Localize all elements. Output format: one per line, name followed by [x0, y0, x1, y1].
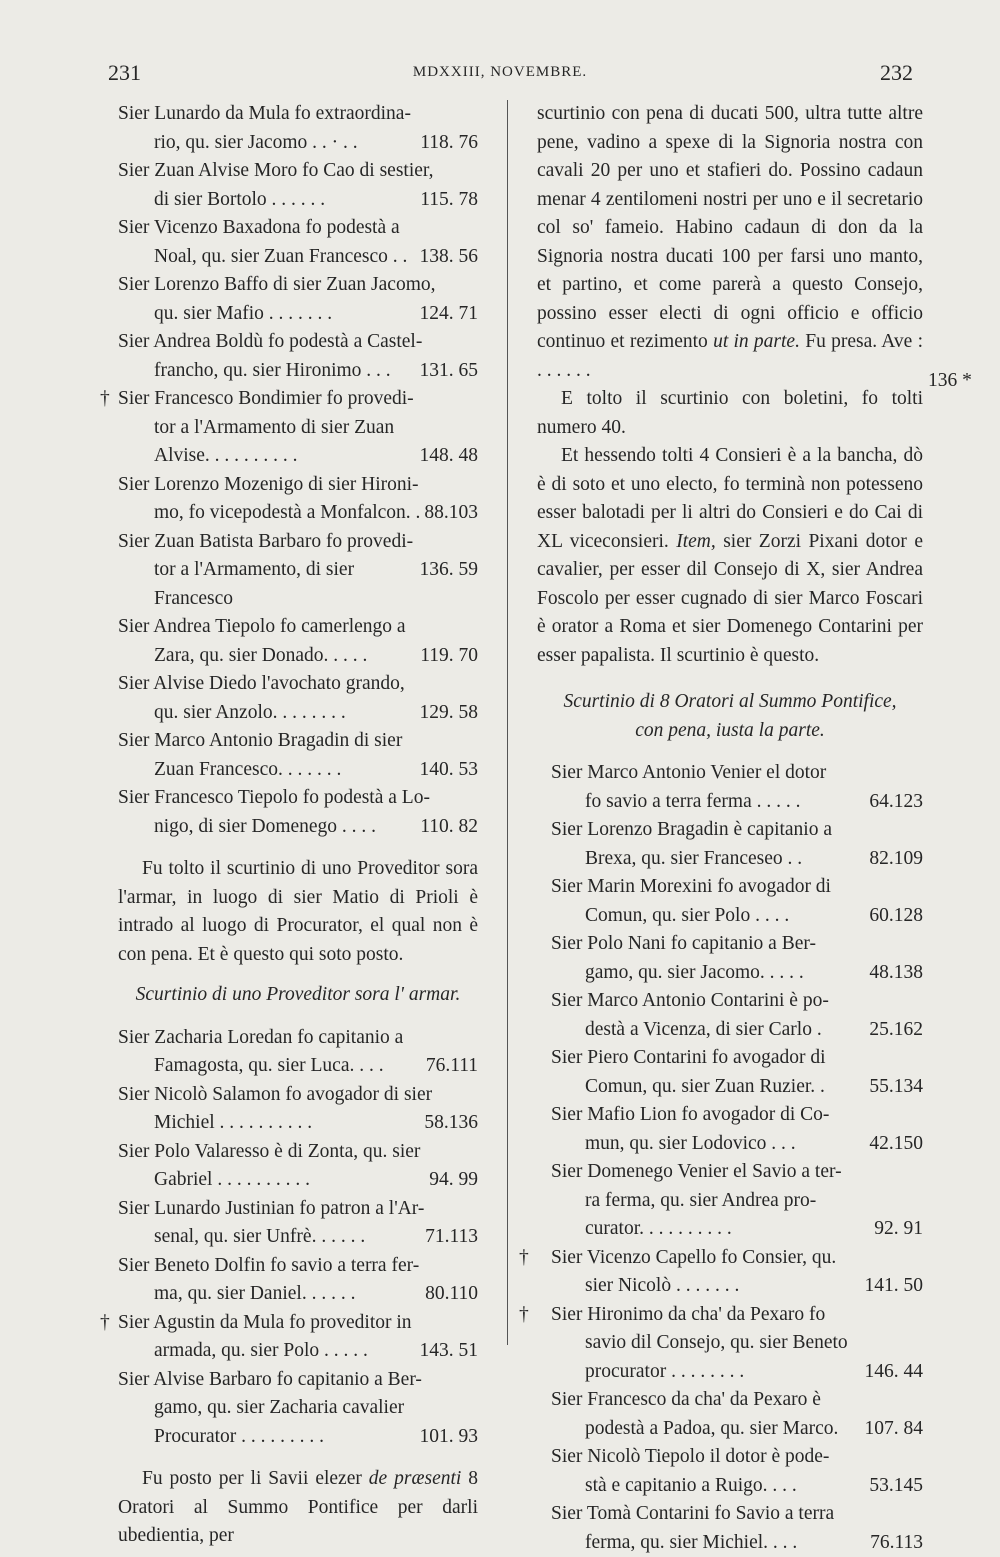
entry-line: [537, 1073, 923, 1102]
entry-text: Alvise. . . . . . . . . .: [154, 445, 298, 466]
entry-line: [118, 243, 478, 272]
entry-line: [537, 1472, 923, 1501]
vote-count: 94. 99: [429, 1166, 478, 1195]
entry-line: Sier Lorenzo Bragadin è capitanio a: [537, 816, 923, 845]
ballot-entry: [537, 873, 923, 930]
entry-line: [118, 300, 478, 329]
ballot-entry: [118, 157, 478, 214]
entry-line: Sier Francesco Bondimier fo provedi-: [118, 385, 478, 414]
entry-line: Sier Marco Antonio Contarini è po-: [537, 987, 923, 1016]
ballot-entry: [118, 727, 478, 784]
dagger-mark: †: [519, 1244, 529, 1273]
entry-line: [118, 756, 478, 785]
page-number-left: 231: [108, 60, 141, 86]
ballot-entry: [537, 930, 923, 987]
entry-line: Sier Tomà Contarini fo Savio a terra: [537, 1500, 923, 1529]
entry-text: Comun, qu. sier Polo . . . .: [585, 905, 789, 926]
vote-count: 143. 51: [420, 1337, 479, 1366]
ballot-entry: [118, 613, 478, 670]
entry-line: Sier Vicenzo Capello fo Consier, qu.: [537, 1244, 923, 1273]
entry-line: [118, 499, 478, 528]
entry-line: [537, 788, 923, 817]
entry-line: [537, 845, 923, 874]
entry-line: [118, 1280, 478, 1309]
entry-line: [118, 442, 478, 471]
vote-count: 60.128: [869, 902, 923, 931]
entry-text: ra ferma, qu. sier Andrea pro-: [585, 1190, 816, 1211]
ballot-list-2: [118, 1024, 478, 1452]
ballot-entry: [537, 1443, 923, 1500]
entry-line: Sier Beneto Dolfin fo savio a terra fer-: [118, 1252, 478, 1281]
entry-line: [118, 357, 478, 386]
vote-count: 138. 56: [420, 243, 479, 272]
ballot-entry: [118, 214, 478, 271]
vote-count: 76.111: [426, 1052, 478, 1081]
ballot-entry: [118, 784, 478, 841]
ballot-list-1: [118, 100, 478, 841]
entry-text: armada, qu. sier Polo . . . . .: [154, 1340, 368, 1361]
entry-text: qu. sier Mafio . . . . . . .: [154, 303, 332, 324]
entry-line: Sier Zuan Batista Barbaro fo provedi-: [118, 528, 478, 557]
entry-text: stà e capitanio a Ruigo. . . .: [585, 1475, 797, 1496]
entry-text: Comun, qu. sier Zuan Ruzier. .: [585, 1076, 825, 1097]
paragraph: Fu tolto il scurtinio di uno Proveditor sora l'armar, in luogo di sier Matio di Prioli è intrado al luogo di Procurator, el qual non è con pena. Et è questo qui soto posto.: [118, 855, 478, 969]
entry-line: [118, 129, 478, 158]
entry-text: senal, qu. sier Unfrè. . . . . .: [154, 1226, 365, 1247]
vote-count: 124. 71: [420, 300, 479, 329]
paragraph: Et hessendo tolti 4 Consieri è a la bancha, dò è di soto et uno electo, fo terminà non potesseno esser balotadi per li altri do Consieri e do Cai di XL viceconsieri. Item, sier Zorzi Pixani dotor e cavalier, per esser dil Consejo di X, sier Andrea Foscolo per esser cugnado di sier Marco Foscari è orator a Roma et sier Domenego Contarini per esser papalista. Il scurtinio è questo.: [537, 442, 923, 670]
entry-text: Gabriel . . . . . . . . . .: [154, 1169, 310, 1190]
entry-line: [118, 1109, 478, 1138]
entry-line: [537, 959, 923, 988]
ballot-entry: [118, 328, 478, 385]
entry-text: Zuan Francesco. . . . . . .: [154, 759, 341, 780]
entry-line: Sier Domenego Venier el Savio a ter-: [537, 1158, 923, 1187]
ballot-entry: [118, 1195, 478, 1252]
vote-count: 71.113: [425, 1223, 478, 1252]
entry-text: podestà a Padoa, qu. sier Marco.: [585, 1418, 838, 1439]
entry-line: Sier Marco Antonio Venier el dotor: [537, 759, 923, 788]
entry-text: rio, qu. sier Jacomo . . · . .: [154, 132, 358, 153]
vote-count: 110. 82: [420, 813, 478, 842]
section-heading: Scurtinio di 8 Oratori al Summo Pontifice, con pena, iusta la parte.: [537, 688, 923, 745]
entry-line: Sier Lorenzo Mozenigo di sier Hironi-: [118, 471, 478, 500]
ballot-entry: [537, 1500, 923, 1557]
entry-line: [118, 1337, 478, 1366]
entry-line: Sier Nicolò Tiepolo il dotor è pode-: [537, 1443, 923, 1472]
entry-line: [118, 1166, 478, 1195]
dagger-mark: †: [519, 1301, 529, 1330]
entry-line: Sier Mafio Lion fo avogador di Co-: [537, 1101, 923, 1130]
entry-line: [537, 1187, 923, 1216]
entry-text: Michiel . . . . . . . . . .: [154, 1112, 312, 1133]
entry-text: tor a l'Armamento di sier Zuan: [154, 417, 394, 438]
entry-line: [118, 1394, 478, 1423]
entry-line: [537, 1130, 923, 1159]
ballot-list-3: [537, 759, 923, 1557]
ballot-entry: [537, 1301, 923, 1358]
paragraph: scurtinio con pena di ducati 500, ultra tutte altre pene, vadino a spexe di la Signoria nostra con cavali 20 per uno et stafieri do. Possino cadaun menar 4 zentilomeni nostri per uno e il secretario col so' fameio. Habino cadaun di don da la Signoria nostra ducati 100 per farsi uno manto, et partino, et come parerà a questo Consejo, possino esser electi di ogni officio e officio continuo et rezimento ut in parte. Fu presa. Ave : . . . . . .: [537, 100, 923, 385]
entry-text: procurator . . . . . . . .: [585, 1361, 744, 1382]
margin-note: 136 *: [928, 370, 972, 392]
entry-line: Sier Marin Morexini fo avogador di: [537, 873, 923, 902]
entry-line: [118, 1223, 478, 1252]
paragraph: Fu posto per li Savii elezer de præsenti 8 Oratori al Summo Pontifice per darli ubedientia, per: [118, 1465, 478, 1551]
entry-line: Sier Andrea Boldù fo podestà a Castel-: [118, 328, 478, 357]
entry-text: fo savio a terra ferma . . . . .: [585, 791, 801, 812]
entry-line: [118, 1052, 478, 1081]
ballot-entry: [537, 1386, 923, 1443]
page-number-right: 232: [880, 60, 913, 86]
entry-line: Sier Alvise Barbaro fo capitanio a Ber-: [118, 1366, 478, 1395]
entry-line: Sier Francesco da cha' da Pexaro è: [537, 1386, 923, 1415]
left-column: [118, 100, 478, 1551]
section-heading: Scurtinio di uno Proveditor sora l' armar.: [118, 981, 478, 1010]
ballot-entry: [118, 528, 478, 614]
vote-count: 129. 58: [420, 699, 479, 728]
ballot-entry: [537, 1044, 923, 1101]
entry-line: Sier Lunardo Justinian fo patron a l'Ar-: [118, 1195, 478, 1224]
vote-count: 25.162: [869, 1016, 923, 1045]
ballot-entry: [537, 1158, 923, 1215]
entry-line: [118, 699, 478, 728]
vote-count: 82.109: [869, 845, 923, 874]
vote-count: 136. 59: [420, 556, 479, 585]
ballot-entry: [537, 987, 923, 1044]
entry-line: [537, 1272, 923, 1301]
entry-line: Sier Marco Antonio Bragadin di sier: [118, 727, 478, 756]
entry-text: mo, fo vicepodestà a Monfalcon. .: [154, 502, 420, 523]
entry-line: Sier Andrea Tiepolo fo camerlengo a: [118, 613, 478, 642]
entry-line: [118, 556, 478, 613]
column-divider: [507, 100, 508, 1345]
entry-line: Sier Zuan Alvise Moro fo Cao di sestier,: [118, 157, 478, 186]
entry-text: curator. . . . . . . . . .: [585, 1218, 732, 1239]
entry-line: Sier Alvise Diedo l'avochato grando,: [118, 670, 478, 699]
entry-line: Sier Lunardo da Mula fo extraordina-: [118, 100, 478, 129]
entry-line: Sier Piero Contarini fo avogador di: [537, 1044, 923, 1073]
entry-line: [537, 1016, 923, 1045]
entry-line: Sier Vicenzo Baxadona fo podestà a: [118, 214, 478, 243]
entry-line: [118, 813, 478, 842]
entry-text: Brexa, qu. sier Franceseo . .: [585, 848, 802, 869]
entry-text: gamo, qu. sier Zacharia cavalier: [154, 1397, 404, 1418]
entry-line: [537, 1358, 923, 1387]
entry-line: Sier Polo Nani fo capitanio a Ber-: [537, 930, 923, 959]
vote-count: 148. 48: [420, 442, 479, 471]
vote-count: 58.136: [424, 1109, 478, 1138]
entry-text: destà a Vicenza, di sier Carlo .: [585, 1019, 822, 1040]
entry-text: sier Nicolò . . . . . . .: [585, 1275, 739, 1296]
entry-line: Sier Lorenzo Baffo di sier Zuan Jacomo,: [118, 271, 478, 300]
vote-count: 55.134: [869, 1073, 923, 1102]
entry-line: [537, 1529, 923, 1557]
right-column: [537, 100, 923, 1557]
ballot-entry: [537, 1358, 923, 1387]
entry-line: [537, 1415, 923, 1444]
entry-line: [118, 414, 478, 443]
vote-count: 92. 91: [874, 1215, 923, 1244]
ballot-entry: [118, 1252, 478, 1309]
entry-line: Sier Nicolò Salamon fo avogador di sier: [118, 1081, 478, 1110]
entry-text: francho, qu. sier Hironimo . . .: [154, 360, 391, 381]
vote-count: 64.123: [869, 788, 923, 817]
entry-text: savio dil Consejo, qu. sier Beneto: [585, 1332, 848, 1353]
vote-count: 48.138: [869, 959, 923, 988]
ballot-entry: [118, 385, 478, 442]
vote-count: 115. 78: [420, 186, 478, 215]
entry-line: Sier Hironimo da cha' da Pexaro fo: [537, 1301, 923, 1330]
ballot-entry: [118, 271, 478, 328]
vote-count: 119. 70: [420, 642, 478, 671]
ballot-entry: [118, 1081, 478, 1138]
entry-text: gamo, qu. sier Jacomo. . . . .: [585, 962, 804, 983]
ballot-entry: [118, 1366, 478, 1423]
ballot-entry: [537, 759, 923, 816]
entry-line: Sier Agustin da Mula fo proveditor in: [118, 1309, 478, 1338]
entry-text: Famagosta, qu. sier Luca. . . .: [154, 1055, 384, 1076]
ballot-entry: [118, 670, 478, 727]
dagger-mark: †: [100, 385, 110, 414]
entry-line: [118, 642, 478, 671]
vote-count: 80.110: [425, 1280, 478, 1309]
vote-count: 140. 53: [420, 756, 479, 785]
ballot-entry: [118, 1423, 478, 1452]
vote-count: 107. 84: [865, 1415, 924, 1444]
entry-line: [537, 902, 923, 931]
vote-count: 146. 44: [865, 1358, 924, 1387]
vote-count: 131. 65: [420, 357, 479, 386]
entry-text: Noal, qu. sier Zuan Francesco . .: [154, 246, 407, 267]
ballot-entry: [537, 816, 923, 873]
running-header: MDXXIII, NOVEMBRE.: [0, 64, 1000, 81]
vote-count: 88.103: [424, 499, 478, 528]
vote-count: 53.145: [869, 1472, 923, 1501]
entry-line: [118, 186, 478, 215]
entry-line: [118, 1423, 478, 1452]
entry-text: qu. sier Anzolo. . . . . . . .: [154, 702, 346, 723]
ballot-entry: [118, 1024, 478, 1081]
entry-text: ma, qu. sier Daniel. . . . . .: [154, 1283, 355, 1304]
entry-text: di sier Bortolo . . . . . .: [154, 189, 325, 210]
vote-count: 118. 76: [420, 129, 478, 158]
vote-count: 42.150: [869, 1130, 923, 1159]
ballot-entry: [537, 1215, 923, 1244]
ballot-entry: [118, 442, 478, 471]
vote-count: 76.113: [870, 1529, 923, 1557]
entry-line: [537, 1329, 923, 1358]
entry-line: Sier Zacharia Loredan fo capitanio a: [118, 1024, 478, 1053]
ballot-entry: [118, 100, 478, 157]
entry-text: Zara, qu. sier Donado. . . . .: [154, 645, 367, 666]
ballot-entry: [537, 1101, 923, 1158]
entry-text: Procurator . . . . . . . . .: [154, 1426, 324, 1447]
ballot-entry: [118, 471, 478, 528]
ballot-entry: [118, 1138, 478, 1195]
entry-line: Sier Francesco Tiepolo fo podestà a Lo-: [118, 784, 478, 813]
paragraph: E tolto il scurtinio con boletini, fo tolti numero 40.: [537, 385, 923, 442]
ballot-entry: [118, 1309, 478, 1366]
entry-line: [537, 1215, 923, 1244]
entry-text: mun, qu. sier Lodovico . . .: [585, 1133, 796, 1154]
vote-count: 101. 93: [420, 1423, 479, 1452]
ballot-entry: [537, 1244, 923, 1301]
vote-count: 141. 50: [865, 1272, 924, 1301]
entry-text: tor a l'Armamento, di sier Francesco: [154, 559, 354, 609]
entry-text: ferma, qu. sier Michiel. . . .: [585, 1532, 797, 1553]
dagger-mark: †: [100, 1309, 110, 1338]
entry-line: Sier Polo Valaresso è di Zonta, qu. sier: [118, 1138, 478, 1167]
entry-text: nigo, di sier Domenego . . . .: [154, 816, 376, 837]
